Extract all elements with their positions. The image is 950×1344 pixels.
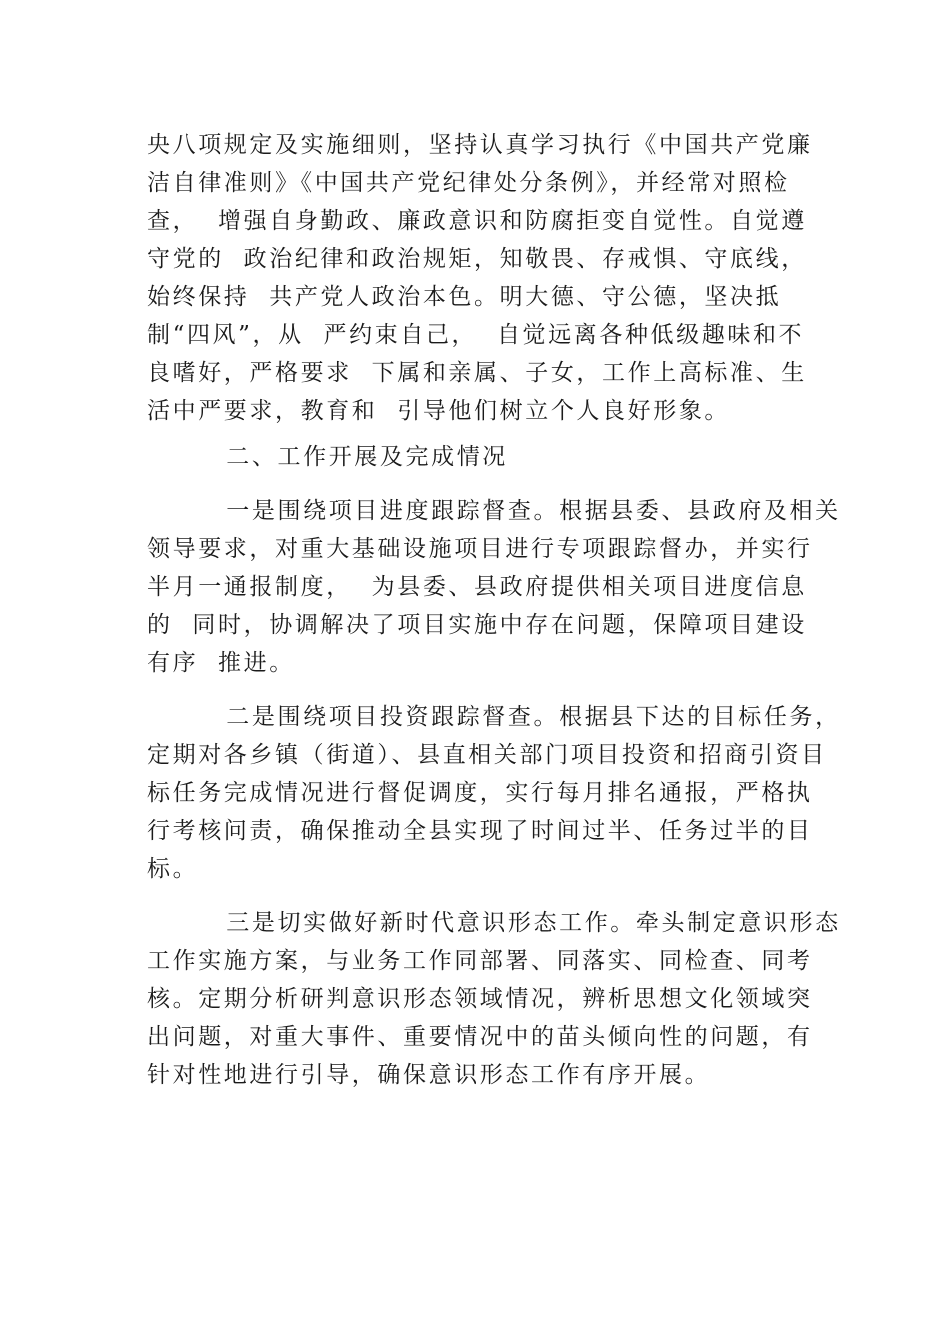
text-line: 守党的 政治纪律和政治规矩，知敬畏、存戒惧、守底线， [147, 246, 807, 272]
section-heading: 二、工作开展及完成情况 [147, 444, 508, 470]
text-line: 一是围绕项目进度跟踪督查。根据县委、县政府及相关 [147, 498, 841, 524]
paragraph-project-investment [147, 698, 841, 888]
text-line: 央八项规定及实施细则，坚持认真学习执行《中国共产党廉 [147, 132, 813, 158]
text-line: 行考核问责，确保推动全县实现了时间过半、任务过半的目 [147, 818, 813, 844]
text-line: 洁自律准则》《中国共产党纪律处分条例》，并经常对照检 [147, 170, 790, 196]
text-line: 良嗜好，严格要求 下属和亲属、子女，工作上高标准、生 [147, 360, 807, 386]
paragraph-project-progress [147, 492, 841, 682]
text-line: 针对性地进行引导，确保意识形态工作有序开展。 [147, 1062, 711, 1088]
text-line: 核。定期分析研判意识形态领域情况，辨析思想文化领域突 [147, 986, 813, 1012]
text-line: 标。 [147, 856, 199, 882]
text-line: 出问题，对重大事件、重要情况中的苗头倾向性的问题，有 [147, 1024, 813, 1050]
document-body [147, 126, 841, 1094]
text-line: 三是切实做好新时代意识形态工作。牵头制定意识形态 [147, 910, 841, 936]
text-line: 标任务完成情况进行督促调度，实行每月排名通报，严格执 [147, 780, 813, 806]
text-line: 始终保持 共产党人政治本色。明大德、守公德，坚决抵 [147, 284, 782, 310]
text-line: 领导要求，对重大基础设施项目进行专项跟踪督办，并实行 [147, 536, 813, 562]
text-line: 定期对各乡镇（街道）、县直相关部门项目投资和招商引资目 [147, 742, 827, 768]
text-line: 的 同时，协调解决了项目实施中存在问题，保障项目建设 [147, 612, 807, 638]
text-line: 二是围绕项目投资跟踪督查。根据县下达的目标任务， [147, 704, 841, 730]
text-line: 半月一通报制度， 为县委、县政府提供相关项目进度信息 [147, 574, 807, 600]
paragraph-ideology-work [147, 904, 841, 1094]
text-line: 工作实施方案，与业务工作同部署、同落实、同检查、同考 [147, 948, 813, 974]
paragraph-discipline [147, 126, 827, 430]
text-line: 有序 推进。 [147, 650, 295, 676]
text-line: 活中严要求，教育和 引导他们树立个人良好形象。 [147, 398, 731, 424]
text-line: 制“四风”，从 严约束自己， 自觉远离各种低级趣味和不 [147, 322, 805, 348]
text-line: 查， 增强自身勤政、廉政意识和防腐拒变自觉性。自觉遵 [147, 208, 807, 234]
